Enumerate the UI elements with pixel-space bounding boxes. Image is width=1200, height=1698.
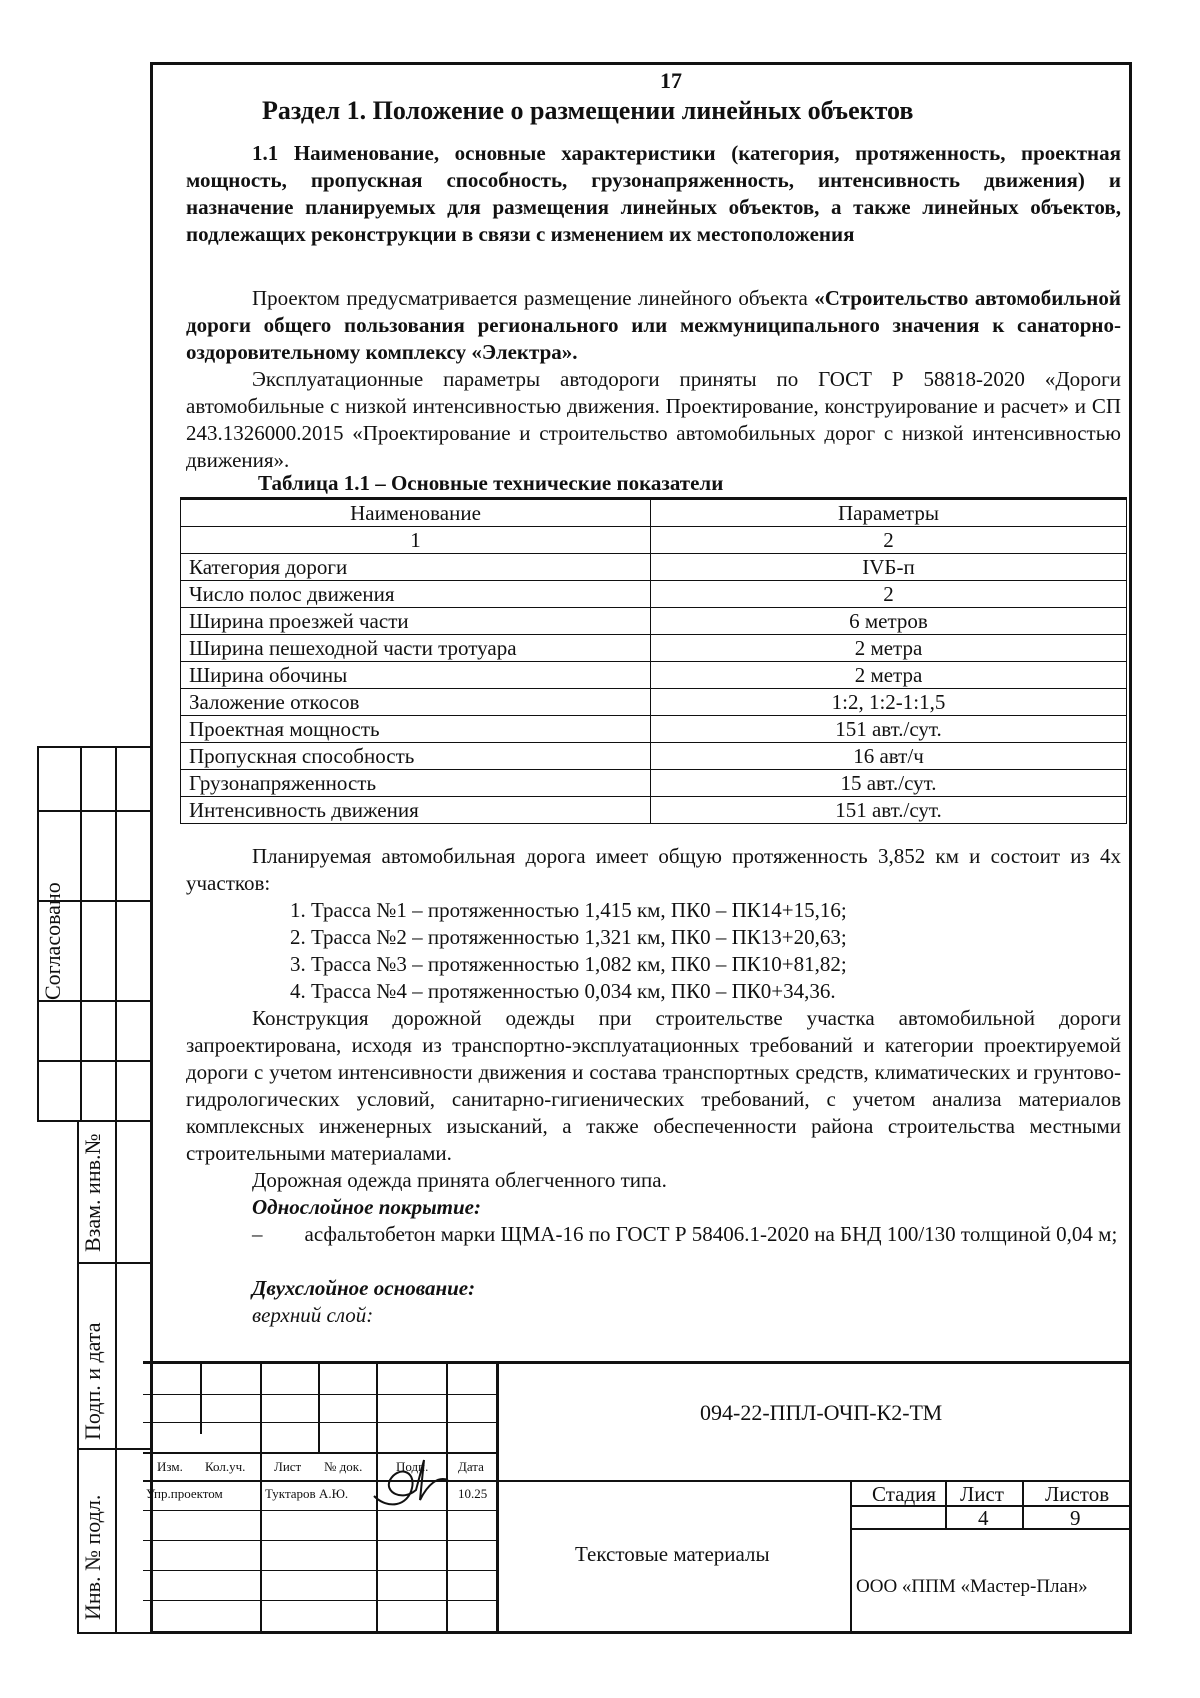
table-row [181, 797, 1127, 824]
col-data: Дата [458, 1459, 484, 1474]
table-row [181, 581, 1127, 608]
row-name: Ширина проезжей части [181, 608, 651, 635]
stage-label: Стадия [872, 1482, 937, 1506]
person: Туктаров А.Ю. [265, 1486, 349, 1501]
pavement-type: Дорожная одежда принята облегченного типа. [252, 1168, 667, 1192]
table-row [181, 554, 1127, 581]
table-number-row [181, 527, 1127, 554]
table-header-name: Наименование [181, 499, 651, 527]
table-caption: Таблица 1.1 – Основные технические показатели [258, 471, 724, 495]
col-ndok: № док. [324, 1459, 363, 1474]
row-name: Категория дороги [181, 554, 651, 581]
row-value: 1:2, 1:2-1:1,5 [651, 689, 1127, 716]
col-list: Лист [274, 1459, 302, 1474]
replace-inv-label: Взам. инв.№ [80, 1133, 105, 1252]
intro-paragraph [186, 285, 1121, 366]
sign-date: 10.25 [458, 1486, 488, 1501]
table-row [181, 770, 1127, 797]
list-item: 3. Трасса №3 – протяженностью 1,082 км, ПК0 – ПК10+81,82; [290, 952, 847, 976]
table-header-row [181, 499, 1127, 527]
doc-title: Текстовые материалы [575, 1542, 770, 1566]
table-number-2: 2 [651, 527, 1127, 554]
table-number-1: 1 [181, 527, 651, 554]
sheets-value: 9 [1070, 1506, 1081, 1530]
intro-bold: «Строительство автомобильной дороги общего пользования регионального или межмуниципального значения к санаторно-оздоровительному комплексу «Электра». [186, 286, 1121, 364]
page-number: 17 [660, 68, 682, 93]
list-item: 1. Трасса №1 – протяженностью 1,415 км, ПК0 – ПК14+15,16; [290, 898, 847, 922]
table-row [181, 662, 1127, 689]
row-value: 2 метра [651, 662, 1127, 689]
routes-list [290, 897, 847, 1005]
row-value: 2 метра [651, 635, 1127, 662]
doc-code: 094-22-ППЛ-ОЧП-К2-ТМ [700, 1400, 943, 1425]
sheets-label: Листов [1045, 1482, 1110, 1506]
row-value: 151 авт./сут. [651, 716, 1127, 743]
row-name: Пропускная способность [181, 743, 651, 770]
list-item: 4. Трасса №4 – протяженностью 0,034 км, ПК0 – ПК0+34,36. [290, 979, 836, 1003]
row-name: Заложение откосов [181, 689, 651, 716]
row-name: Ширина пешеходной части тротуара [181, 635, 651, 662]
row-name: Ширина обочины [181, 662, 651, 689]
col-kol: Кол.уч. [205, 1459, 246, 1474]
row-value: 151 авт./сут. [651, 797, 1127, 824]
row-name: Интенсивность движения [181, 797, 651, 824]
signature [368, 1440, 458, 1520]
row-name: Грузонапряженность [181, 770, 651, 797]
agreed-label: Согласовано [40, 882, 65, 1000]
sheet-value: 4 [978, 1506, 989, 1530]
sheet-label: Лист [960, 1482, 1004, 1506]
table-row [181, 635, 1127, 662]
row-name: Число полос движения [181, 581, 651, 608]
row-value: IVБ-п [651, 554, 1127, 581]
col-izm: Изм. [157, 1459, 183, 1474]
company: ООО «ППМ «Мастер-План» [856, 1576, 1088, 1597]
params-paragraph: Эксплуатационные параметры автодороги приняты по ГОСТ Р 58818-2020 «Дороги автомобильные с низкой интенсивностью движения. Проектирование, конструирование и расчет» и СП 243.1326000.2015 «Проектирование и строительство автомобильных дорог с низкой интенсивностью движения». [186, 367, 1121, 472]
tech-indicators-table [180, 497, 1127, 824]
table-row [181, 716, 1127, 743]
subsection-title: 1.1 Наименование, основные характеристики (категория, протяженность, проектная мощность, пропускная способность, грузонапряженность, интенсивность движения) и назначение планируемых для размещения линейных объектов, а также линейных объектов, подлежащих реконструкции в связи с изменением их местоположения [186, 141, 1121, 246]
row-value: 16 авт/ч [651, 743, 1127, 770]
list-item: 2. Трасса №2 – протяженностью 1,321 км, ПК0 – ПК13+20,63; [290, 925, 847, 949]
section-title: Раздел 1. Положение о размещении линейных объектов [262, 96, 914, 125]
inv-orig-label: Инв. № подл. [80, 1494, 105, 1620]
single-layer-item: – асфальтобетон марки ЩМА-16 по ГОСТ Р 58406.1-2020 на БНД 100/130 толщиной 0,04 м; [252, 1222, 1118, 1246]
table-row [181, 608, 1127, 635]
col-podp: Подп. [396, 1459, 429, 1474]
row-value: 2 [651, 581, 1127, 608]
table-row [181, 689, 1127, 716]
single-layer-title: Однослойное покрытие: [252, 1195, 481, 1219]
length-paragraph: Планируемая автомобильная дорога имеет общую протяженность 3,852 км и состоит из 4х участков: [186, 844, 1121, 895]
role: Упр.проектом [146, 1486, 223, 1501]
row-value: 6 метров [651, 608, 1127, 635]
row-name: Проектная мощность [181, 716, 651, 743]
table-header-value: Параметры [651, 499, 1127, 527]
intro-plain: Проектом предусматривается размещение линейного объекта [252, 286, 815, 310]
table-row [181, 743, 1127, 770]
sign-date-label: Подп. и дата [80, 1322, 105, 1440]
top-layer: верхний слой: [252, 1303, 374, 1327]
construction-paragraph: Конструкция дорожной одежды при строительстве участка автомобильной дороги запроектирована, исходя из транспортно-эксплуатационных требований и категории проектируемой дороги с учетом интенсивности движения и состава транспортных средств, климатических и грунтово-гидрологических условий, санитарно-гигиенических требований, с учетом анализа материалов комплексных инженерных изысканий, а также обеспеченности района строительства местными строительными материалами. [186, 1006, 1121, 1165]
double-layer-title: Двухслойное основание: [252, 1276, 476, 1300]
row-value: 15 авт./сут. [651, 770, 1127, 797]
